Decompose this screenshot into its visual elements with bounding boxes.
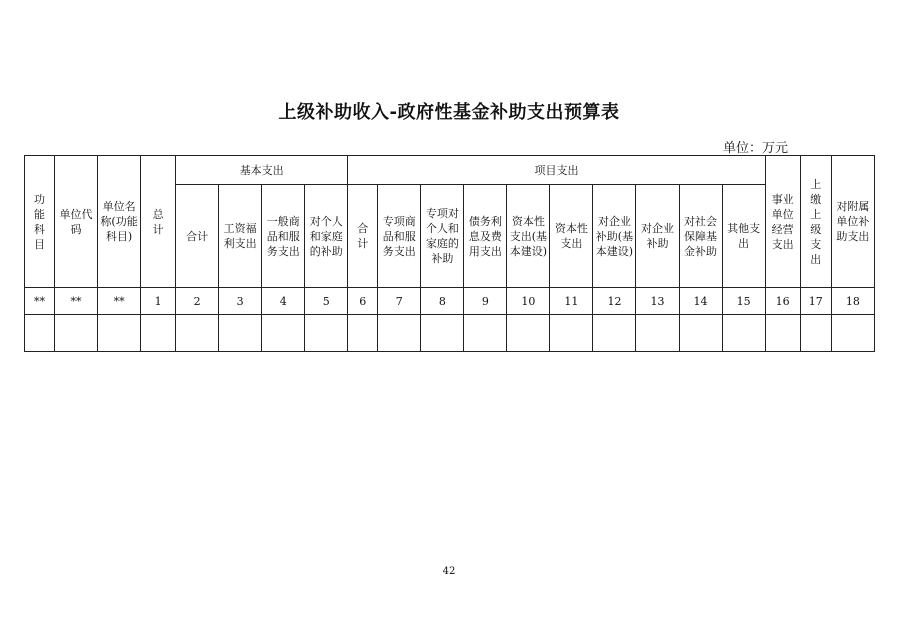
table-cell: 16: [765, 288, 800, 315]
header-group-basic: 基本支出: [176, 156, 348, 185]
table-cell: 3: [219, 288, 262, 315]
table-cell: 11: [550, 288, 593, 315]
header-project-debt-interest: 债务利息及费用支出: [464, 185, 507, 288]
table-cell: 9: [464, 288, 507, 315]
header-project-social-security: 对社会保障基金补助: [679, 185, 722, 288]
table-cell: 10: [507, 288, 550, 315]
table-cell: 4: [262, 288, 305, 315]
table-cell-empty: [636, 315, 679, 352]
table-cell-empty: [507, 315, 550, 352]
table-cell-empty: [831, 315, 874, 352]
header-function-subject: 功能科目: [25, 156, 55, 288]
header-project-capital-construction: 资本性支出(基本建设): [507, 185, 550, 288]
header-unit-code: 单位代码: [55, 156, 98, 288]
header-total: 总计: [141, 156, 176, 288]
header-business-expense: 事业单位经营支出: [765, 156, 800, 288]
table-cell-empty: [55, 315, 98, 352]
table-cell: 15: [722, 288, 765, 315]
table-cell-empty: [800, 315, 831, 352]
table-cell-empty: [464, 315, 507, 352]
table-row-numbers: [25, 288, 875, 315]
header-remit-upper: 上缴上级支出: [800, 156, 831, 288]
page-title: 上级补助收入-政府性基金补助支出预算表: [278, 102, 620, 123]
table-cell-empty: [176, 315, 219, 352]
table-cell-empty: [378, 315, 421, 352]
table-cell: 18: [831, 288, 874, 315]
table-cell-empty: [219, 315, 262, 352]
table-row-empty: [25, 315, 875, 352]
table-cell-empty: [98, 315, 141, 352]
header-project-enterprise-subsidy: 对企业补助: [636, 185, 679, 288]
header-group-project: 项目支出: [348, 156, 765, 185]
table-cell-empty: [305, 315, 348, 352]
header-project-goods-services: 专项商品和服务支出: [378, 185, 421, 288]
table-cell-empty: [348, 315, 378, 352]
table-cell: **: [55, 288, 98, 315]
table-cell: 12: [593, 288, 636, 315]
table-cell: 17: [800, 288, 831, 315]
table-cell-empty: [722, 315, 765, 352]
page-number: 42: [442, 566, 456, 577]
table-cell-empty: [25, 315, 55, 352]
table-cell: **: [25, 288, 55, 315]
table-cell: 6: [348, 288, 378, 315]
table-cell-empty: [550, 315, 593, 352]
table-cell-empty: [141, 315, 176, 352]
table-cell: 5: [305, 288, 348, 315]
header-basic-individual-subsidy: 对个人和家庭的补助: [305, 185, 348, 288]
table-cell: 7: [378, 288, 421, 315]
header-subsidiary-subsidy: 对附属单位补助支出: [831, 156, 874, 288]
header-basic-goods-services: 一般商品和服务支出: [262, 185, 305, 288]
header-basic-wages: 工资福利支出: [219, 185, 262, 288]
header-basic-total: 合计: [176, 185, 219, 288]
unit-label: 单位：万元: [722, 141, 788, 156]
table-cell-empty: [593, 315, 636, 352]
header-project-individual-subsidy: 专项对个人和家庭的补助: [421, 185, 464, 288]
header-project-total: 合计: [348, 185, 378, 288]
header-project-enterprise-construction: 对企业补助(基本建设): [593, 185, 636, 288]
table-cell-empty: [679, 315, 722, 352]
table-cell: 8: [421, 288, 464, 315]
table-cell-empty: [765, 315, 800, 352]
header-row-top: [25, 156, 875, 185]
table-cell: 13: [636, 288, 679, 315]
table-cell: **: [98, 288, 141, 315]
table-cell: 14: [679, 288, 722, 315]
budget-table: [24, 155, 875, 352]
header-unit-name: 单位名称(功能科目): [98, 156, 141, 288]
table-cell-empty: [421, 315, 464, 352]
table-cell: 2: [176, 288, 219, 315]
header-project-other: 其他支出: [722, 185, 765, 288]
header-project-capital: 资本性支出: [550, 185, 593, 288]
table-cell: 1: [141, 288, 176, 315]
table-cell-empty: [262, 315, 305, 352]
